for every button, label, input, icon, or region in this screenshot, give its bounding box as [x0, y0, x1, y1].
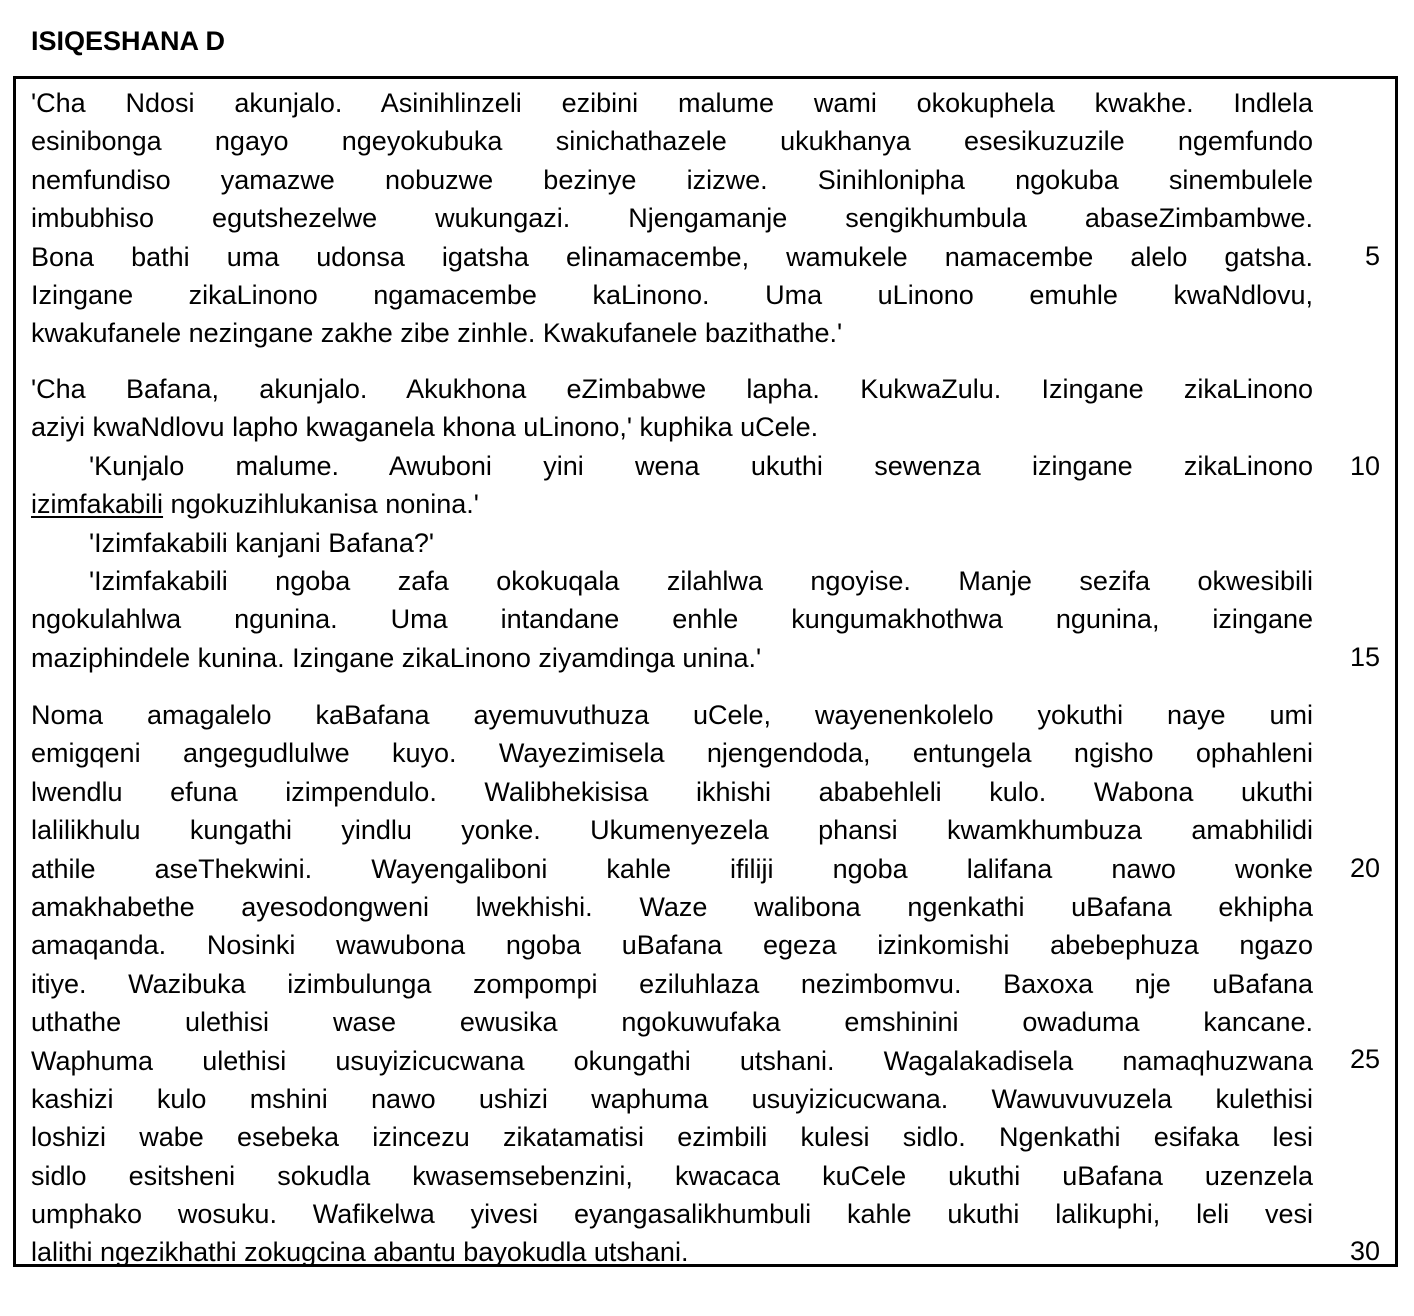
line-number: 5	[1364, 241, 1380, 271]
text-line: sidlo esitsheni sokudla kwasemsebenzini, kwacaca kuCele ukuthi uBafana uzenzela	[31, 1160, 1313, 1191]
text-line: kashizi kulo mshini nawo ushizi waphuma usuyizicucwana. Wawuvuvuzela kulethisi	[31, 1083, 1313, 1114]
text-line-rest: ngokuzihlukanisa nonina.'	[163, 489, 479, 520]
text-line: lalilikhulu kungathi yindlu yonke. Ukumenyezela phansi kwamkhumbuza amabhilidi	[31, 815, 1313, 846]
text-line	[31, 485, 1313, 523]
text-line: Bona bathi uma udonsa igatsha elinamacembe, wamukele namacembe alelo gatsha.	[31, 241, 1313, 272]
text-line: aziyi kwaNdlovu lapho kwaganela khona uLinono,' kuphika uCele.	[31, 412, 819, 443]
text-line: 'Izimfakabili kanjani Bafana?'	[89, 527, 435, 558]
text-line: loshizi wabe esebeka izincezu zikatamatisi ezimbili kulesi sidlo. Ngenkathi esifaka lesi	[31, 1122, 1313, 1153]
text-line: 'Cha Ndosi akunjalo. Asinihlinzeli ezibini malume wami okokuphela kwakhe. Indlela	[31, 88, 1313, 118]
underlined-word: izimfakabili	[31, 489, 164, 520]
text-line: athile aseThekwini. Wayengaliboni kahle ifiliji ngoba lalifana nawo wonke	[31, 853, 1313, 884]
text-line: 'Izimfakabili ngoba zafa okokuqala zilahlwa ngoyise. Manje sezifa okwesibili	[89, 565, 1313, 596]
text-line: Waphuma ulethisi usuyizicucwana okungathi utshani. Wagalakadisela namaqhuzwana	[31, 1045, 1313, 1076]
section-title: ISIQESHANA D	[31, 26, 226, 56]
text-line: esinibonga ngayo ngeyokubuka sinichathazele ukukhanya esesikuzuzile ngemfundo	[31, 126, 1313, 157]
text-line: Noma amagalelo kaBafana ayemuvuthuza uCele, wayenenkolelo yokuthi naye umi	[31, 700, 1313, 730]
text-line: 'Cha Bafana, akunjalo. Akukhona eZimbabwe lapha. KukwaZulu. Izingane zikaLinono	[31, 374, 1313, 404]
text-line: ngokulahlwa ngunina. Uma intandane enhle kungumakhothwa ngunina, izingane	[31, 604, 1313, 635]
text-line: Izingane zikaLinono ngamacembe kaLinono. Uma uLinono emuhle kwaNdlovu,	[31, 279, 1313, 310]
text-line: imbubhiso egutshezelwe wukungazi. Njengamanje sengikhumbula abaseZimbambwe.	[31, 203, 1313, 234]
paragraph-3	[31, 696, 1313, 1272]
text-line: 'Kunjalo malume. Awuboni yini wena ukuthi sewenza izingane zikaLinono	[89, 450, 1313, 481]
text-line: umphako wosuku. Wafikelwa yivesi eyangasalikhumbuli kahle ukuthi lalikuphi, leli vesi	[31, 1199, 1313, 1230]
text-line: nemfundiso yamazwe nobuzwe bezinye izizwe. Sinihlonipha ngokuba sinembulele	[31, 164, 1313, 195]
text-line: kwakufanele nezingane zakhe zibe zinhle. Kwakufanele bazithathe.'	[31, 318, 843, 349]
line-number: 20	[1349, 853, 1380, 883]
line-number: 15	[1349, 642, 1380, 672]
line-number: 25	[1349, 1044, 1380, 1074]
text-line: amaqanda. Nosinki wawubona ngoba uBafana egeza izinkomishi abebephuza ngazo	[31, 930, 1313, 961]
line-number: 30	[1349, 1236, 1380, 1266]
text-line: lwendlu efuna izimpendulo. Walibhekisisa ikhishi ababehleli kulo. Wabona ukuthi	[31, 776, 1313, 807]
text-line: emigqeni angegudlulwe kuyo. Wayezimisela njengendoda, entungela ngisho ophahleni	[31, 738, 1313, 769]
line-number: 10	[1349, 451, 1380, 481]
text-line: amakhabethe ayesodongweni lwekhishi. Waze walibona ngenkathi uBafana ekhipha	[31, 891, 1313, 922]
text-line: lalithi ngezikhathi zokugcina abantu bayokudla utshani.	[31, 1237, 689, 1268]
paragraph-1	[31, 84, 1313, 353]
text-line: itiye. Wazibuka izimbulunga zompompi eziluhlaza nezimbomvu. Baxoxa nje uBafana	[31, 968, 1313, 999]
paragraph-2	[31, 370, 1313, 677]
text-line: maziphindele kunina. Izingane zikaLinono ziyamdinga unina.'	[31, 642, 762, 673]
text-line: uthathe ulethisi wase ewusika ngokuwufaka emshinini owaduma kancane.	[31, 1007, 1313, 1038]
